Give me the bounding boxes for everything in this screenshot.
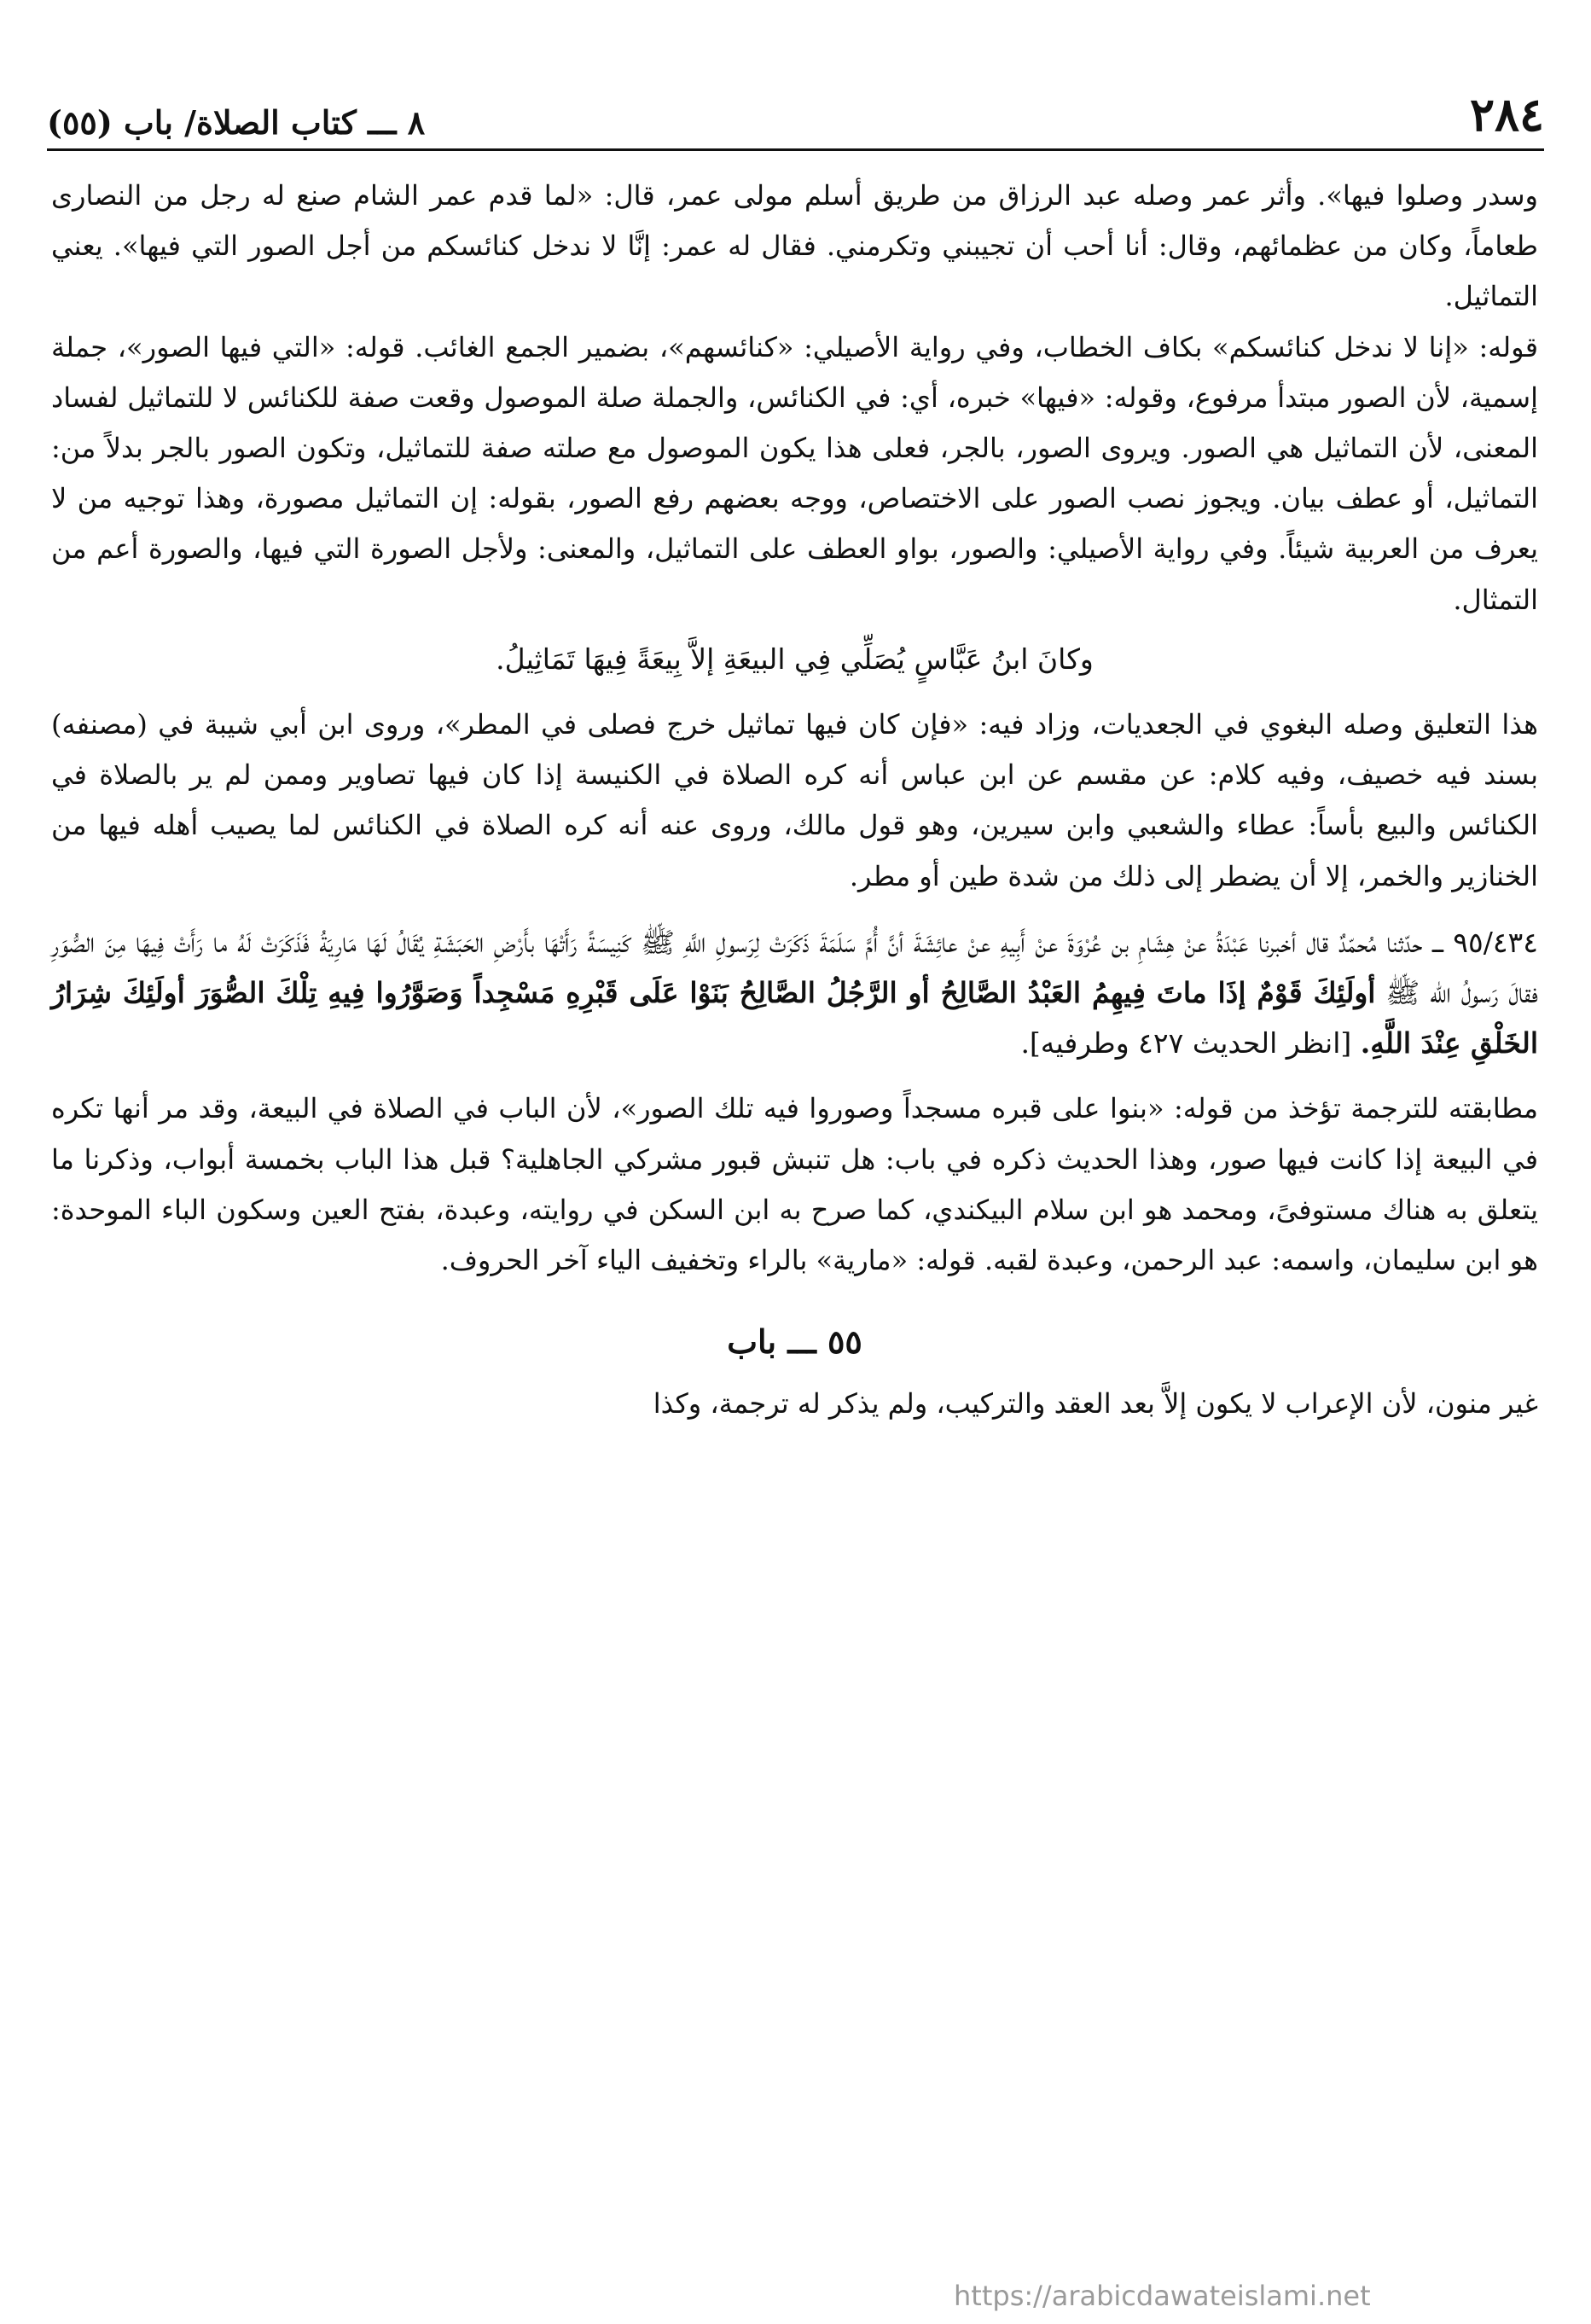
page-number: ٢٨٤	[1469, 87, 1544, 142]
commentary-paragraph: قوله: «إنا لا ندخل كنائسكم» بكاف الخطاب، وفي رواية الأصيلي: «كنائسهم»، بضمير الجمع الغائب. قوله: «التي فيها الصور»، جملة إسمية، لأن الصور مبتدأ مرفوع، وقوله: «فيها» خبره، أي: في الكنائس، والجملة صلة الموصول وقعت صفة للكنائس لا للتماثيل لفساد المعنى، لأن التماثيل هي الصور. ويروى الصور، بالجر، فعلى هذا يكون الموصول مع صلته صفة للتماثيل، وتكون الصور بالجر بدلاً من: التماثيل، أو عطف بيان. ويجوز نصب الصور على الاختصاص، ووجه بعضهم رفع الصور، بقوله: إن التماثيل مصورة، وهذا توجيه من لا يعرف من العربية شيئاً. وفي رواية الأصيلي: والصور، بواو العطف على التماثيل، والمعنى: ولأجل الصورة التي فيها، والصورة أعم من التمثال.	[51, 330, 1539, 616]
page-header	[47, 82, 1544, 151]
cross-reference: [انظر الحديث ٤٢٧ وطرفيه].	[1020, 1026, 1352, 1060]
chapter-heading: ٥٥ ـــ باب	[727, 1322, 862, 1362]
hadith-text	[51, 917, 1538, 1069]
commentary-paragraph: هذا التعليق وصله البغوي في الجعديات، وزاد فيه: «فإن كان فيها تماثيل خرج فصلى في المطر»، وروى ابن أبي شيبة في (مصنفه) بسند فيه خصيف، وفيه كلام: عن مقسم عن ابن عباس أنه كره الصلاة في الكنيسة إذا كان فيها تصاوير وممن لم ير بالصلاة في الكنائس والبيع بأساً: عطاء والشعبي وابن سيرين، وهو قول مالك، وروى عنه أنه كره الصلاة في الكنائس لما يصيب أهله فيها من الخنازير والخمر، إلا أن يضطر إلى ذلك من شدة طين أو مطر.	[51, 708, 1539, 892]
hadith-isnad: ٩٥/٤٣٤ ـــ حدّثنا مُحمّدٌ قال أخبرنا عَبْدَةُ عنْ هِشَامِ بن عُرْوَةَ عنْ أَبِيهِ عنْ عائِشَةَ أنَّ أُمَّ سَلَمَةَ ذَكَرَتْ لِرَسولِ اللَّهِ ﷺ كَنِيسَةً رَأَتْهَا بأَرْضِ الحَبَشَةِ يُقَالُ لَهَا مَارِيَةُ فَذَكَرَتْ لَهُ ما رَأَتْ فِيهَا مِنَ الصُّوَرِ فقالَ رَسولُ الله ﷺ	[51, 925, 1538, 1010]
bukhari-text: وكانَ ابنُ عَبَّاسٍ يُصَلِّي فِي البيعَةِ إلاَّ بِيعَةً فِيهَا تَمَاثِيلُ.	[496, 642, 1094, 676]
watermark: https://arabicdawateislami.net	[954, 2280, 1371, 2312]
commentary-paragraph: مطابقته للترجمة تؤخذ من قوله: «بنوا على قبره مسجداً وصوروا فيه تلك الصور»، لأن الباب في الصلاة في البيعة، وقد مر أنها تكره في البيعة إذا كانت فيها صور، وهذا الحديث ذكره في باب: هل تنبش قبور مشركي الجاهلية؟ قبل هذا الباب بخمسة أبواب، وذكرنا ما يتعلق به هناك مستوفىً، ومحمد هو ابن سلام البيكندي، كما صرح به ابن السكن في روايته، وعبدة، بفتح العين وسكون الباء الموحدة: هو ابن سليمان، واسمه: عبد الرحمن، وعبدة لقبه. قوله: «مارية» بالراء وتخفيف الياء آخر الحروف.	[51, 1092, 1539, 1277]
running-title: ٨ ـــ كتاب الصلاة/ باب (٥٥)	[47, 103, 426, 142]
commentary-paragraph: غير منون، لأن الإعراب لا يكون إلاَّ بعد العقد والتركيب، ولم يذكر له ترجمة، وكذا	[653, 1387, 1538, 1421]
hadith-matn: أولَئِكَ قَوْمٌ إذَا ماتَ فِيهِمُ العَبْدُ الصَّالِحُ أو الرَّجُلُ الصَّالِحُ بَنَوْا عَلَى قَبْرِهِ مَسْجِداً وَصَوَّرُوا فِيهِ تِلْكَ الصُّوَرَ أولَئِكَ شِرَارُ الخَلْقِ عِنْدَ اللَّهِ.	[51, 976, 1538, 1060]
commentary-paragraph: وسدر وصلوا فيها». وأثر عمر وصله عبد الرزاق من طريق أسلم مولى عمر، قال: «لما قدم عمر الشام صنع له رجل من النصارى طعاماً، وكان من عظمائهم، وقال: أنا أحب أن تجيبني وتكرمني. فقال له عمر: إنَّا لا ندخل كنائسكم من أجل الصور التي فيها». يعني التماثيل.	[51, 179, 1539, 313]
page-body	[51, 171, 1538, 1430]
